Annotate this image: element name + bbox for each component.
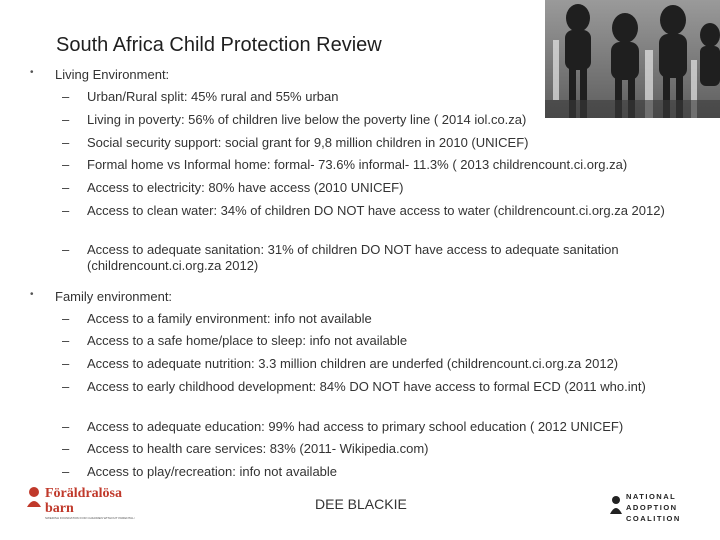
- slide-title: South Africa Child Protection Review: [56, 34, 382, 56]
- list-item: – Access to electricity: 80% have access (2010 UNICEF): [62, 180, 404, 195]
- dash-icon: –: [62, 112, 70, 127]
- svg-text:ADOPTION: ADOPTION: [626, 503, 678, 512]
- dash-icon: –: [62, 333, 70, 348]
- svg-text:NATIONAL: NATIONAL: [626, 492, 677, 501]
- bullet-icon: •: [30, 67, 34, 78]
- bullet-icon: •: [30, 289, 34, 300]
- list-item: – Living in poverty: 56% of children live below the poverty line ( 2014 iol.co.za): [62, 112, 527, 127]
- svg-text:Föräldralösa: Föräldralösa: [45, 486, 122, 501]
- list-item: – Urban/Rural split: 45% rural and 55% urban: [62, 89, 339, 104]
- dash-icon: –: [62, 419, 70, 434]
- logo-figure-icon: [612, 496, 620, 504]
- svg-text:SWEDISH FOUNDATION FOR CHILDRE: SWEDISH FOUNDATION FOR CHILDREN WITHOUT PARENTAL CARE: [45, 516, 135, 520]
- dash-icon: –: [62, 464, 70, 479]
- dash-icon: –: [62, 311, 70, 326]
- list-item: – Access to a safe home/place to sleep: info not available: [62, 333, 408, 348]
- list-item: – Social security support: social grant for 9,8 million children in 2010 (UNICEF): [62, 135, 529, 150]
- dash-icon: –: [62, 356, 70, 371]
- dash-icon: –: [62, 242, 70, 257]
- list-item: – Formal home vs Informal home: formal- 73.6% informal- 11.3% ( 2013 childrencount.ci.org.za): [62, 157, 628, 172]
- foraldralosa-barn-logo: [25, 481, 135, 527]
- list-item: – Access to clean water: 34% of children DO NOT have access to water (childrencount.ci.org.za 2012): [62, 203, 665, 218]
- logo-figure-icon: [29, 487, 39, 497]
- dash-icon: –: [62, 441, 70, 456]
- list-item: – Access to a family environment: info not available: [62, 311, 372, 326]
- footer-author: DEE BLACKIE: [315, 496, 407, 512]
- svg-text:barn: barn: [45, 501, 74, 516]
- list-item: – Access to early childhood development: 84% DO NOT have access to formal ECD (2011 who.int): [62, 379, 646, 394]
- dash-icon: –: [62, 379, 70, 394]
- svg-text:COALITION: COALITION: [626, 514, 681, 523]
- dash-icon: –: [62, 157, 70, 172]
- dash-icon: –: [62, 135, 70, 150]
- dash-icon: –: [62, 180, 70, 195]
- list-item: – Access to play/recreation: info not available: [62, 464, 338, 479]
- dash-icon: –: [62, 89, 70, 104]
- national-adoption-coalition-logo: [608, 490, 698, 526]
- list-item: – Access to adequate nutrition: 3.3 million children are underfed (childrencount.ci.org.za 2012): [62, 356, 619, 371]
- list-item: – Access to adequate sanitation: 31% of children DO NOT have access to adequate sanitation (childrencount.ci.org.za 2012): [62, 242, 619, 273]
- list-item: – Access to adequate education: 99% had access to primary school education ( 2012 UNICEF): [62, 419, 624, 434]
- dash-icon: –: [62, 203, 70, 218]
- list-item: – Access to health care services: 83% (2011- Wikipedia.com): [62, 441, 429, 456]
